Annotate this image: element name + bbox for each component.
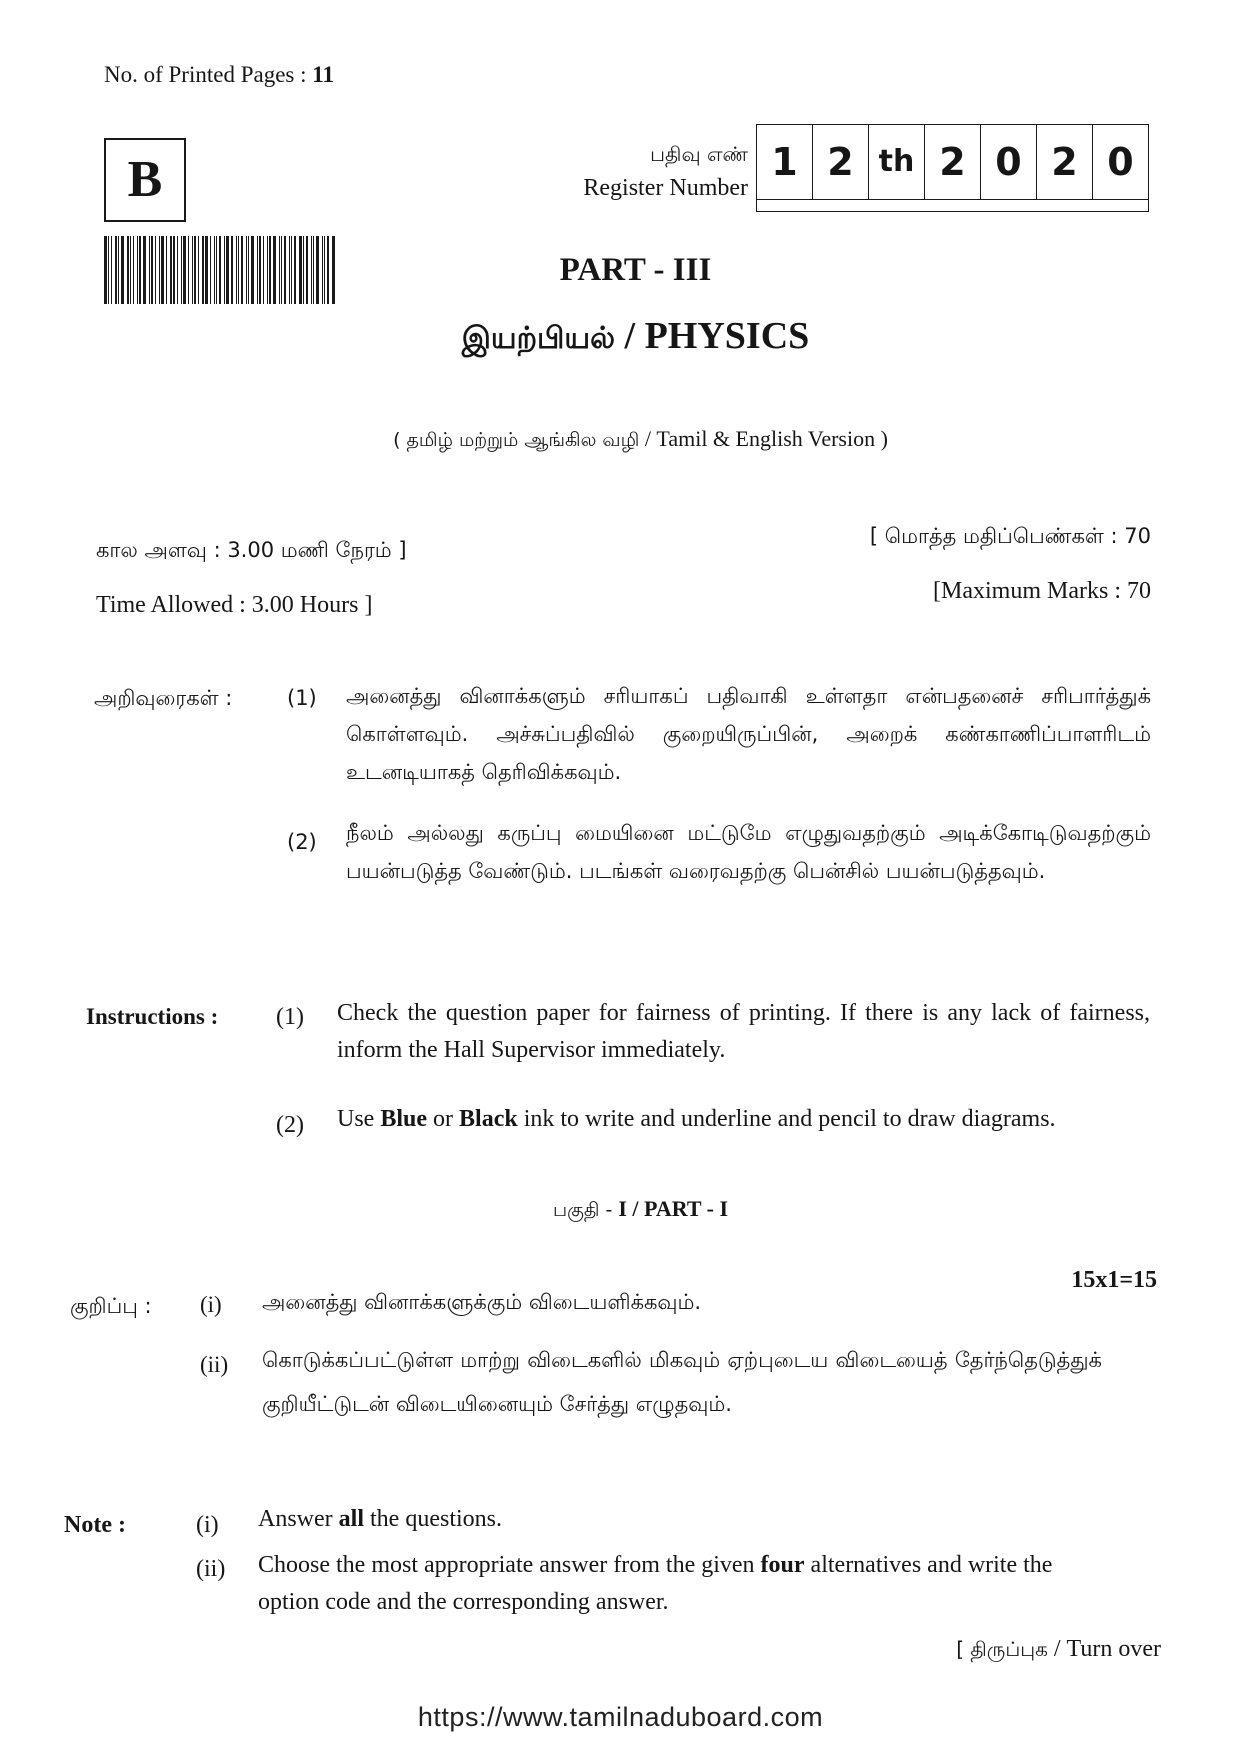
version-en: / Tamil & English Version ) xyxy=(639,426,888,451)
subject-title-en: PHYSICS xyxy=(644,315,810,357)
instruction-text-part: Use xyxy=(337,1106,381,1132)
instruction-ta-number: (2) xyxy=(287,830,317,854)
note-ta-label: குறிப்பு : xyxy=(70,1294,152,1318)
instruction-en-text: Check the question paper for fairness of printing. If there is any lack of fairness, inform the Hall Supervisor immediately. xyxy=(337,1000,1150,1063)
note-en-number: (ii) xyxy=(196,1556,226,1582)
register-number-label xyxy=(560,142,748,202)
note-text-part: the questions. xyxy=(364,1506,502,1532)
printed-pages-label: No. of Printed Pages : xyxy=(104,62,307,87)
turn-over-en: / Turn over xyxy=(1047,1636,1161,1662)
part-i-heading-en: I / PART - I xyxy=(618,1196,729,1221)
subject-separator: / xyxy=(615,315,645,357)
time-allowed-en: Time Allowed : 3.00 Hours ] xyxy=(96,592,373,618)
register-digit: 1 xyxy=(757,125,813,200)
note-en-number: (i) xyxy=(196,1512,219,1538)
instruction-ta-text: அனைத்து வினாக்களும் சரியாகப் பதிவாகி உள்ளதா என்பதனைச் சரிபார்த்துக் கொள்ளவும். அச்சுப்பதிவில் குறையிருப்பின், அறைக் கண்காணிப்பாளரிடம் உடனடியாகத் தெரிவிக்கவும். xyxy=(346,684,1151,784)
medium-version xyxy=(0,426,1241,454)
note-en-label: Note : xyxy=(64,1512,126,1538)
note-ta-text: கொடுக்கப்பட்டுள்ள மாற்று விடைகளில் மிகவும் ஏற்புடைய விடையைத் தேர்ந்தெடுத்துக் குறியீட்டுடன் விடையினையும் சேர்த்து எழுதவும். xyxy=(262,1348,1102,1416)
note-text-part: Answer xyxy=(258,1506,339,1532)
note-text-bold: four xyxy=(760,1552,805,1578)
printed-pages xyxy=(104,62,334,88)
instructions-en-label: Instructions : xyxy=(86,1004,219,1029)
footer-url[interactable]: https://www.tamilnaduboard.com xyxy=(417,1702,824,1732)
version-ta: ( தமிழ் மற்றும் ஆங்கில வழி xyxy=(393,429,640,451)
register-number-boxes xyxy=(756,124,1149,212)
maximum-marks-en: [Maximum Marks : 70 xyxy=(933,578,1151,604)
time-allowed-ta: கால அளவு : 3.00 மணி நேரம் ] xyxy=(96,538,407,562)
register-label-en: Register Number xyxy=(583,175,748,201)
instruction-en-text xyxy=(337,1106,1056,1133)
subject-title-ta: இயற்பியல் xyxy=(461,321,616,356)
part-i-heading-ta: பகுதி - xyxy=(552,1199,619,1221)
instruction-en-number: (2) xyxy=(276,1112,304,1138)
note-ta-number: (i) xyxy=(200,1292,222,1317)
part-i-heading xyxy=(0,1196,1241,1224)
register-digit: 0 xyxy=(981,125,1037,200)
printed-pages-value: 11 xyxy=(312,62,334,87)
note-text-bold: all xyxy=(338,1506,364,1532)
register-digit: 2 xyxy=(925,125,981,200)
note-en-text xyxy=(258,1506,502,1533)
register-digit: 2 xyxy=(1037,125,1093,200)
instruction-ta-number: (1) xyxy=(287,686,317,710)
turn-over-ta: [ திருப்புக xyxy=(956,1637,1048,1661)
subject-title xyxy=(0,314,1241,360)
turn-over xyxy=(956,1636,1161,1664)
register-digit: 0 xyxy=(1093,125,1148,200)
note-en-text xyxy=(258,1547,1106,1621)
maximum-marks-ta: [ மொத்த மதிப்பெண்கள் : 70 xyxy=(869,524,1151,548)
instruction-text-bold: Blue xyxy=(380,1106,428,1132)
instructions-ta-label: அறிவுரைகள் : xyxy=(94,686,233,710)
instruction-ta-text: நீலம் அல்லது கருப்பு மையினை மட்டுமே எழுதுவதற்கும் அடிக்கோடிடுவதற்கும் பயன்படுத்த வேண்டும். படங்கள் வரைவதற்கு பென்சில் பயன்படுத்தவும். xyxy=(346,821,1151,883)
booklet-code-box: B xyxy=(104,138,186,222)
instruction-text-part: ink to write and underline and pencil to draw diagrams. xyxy=(517,1106,1056,1132)
register-digit: th xyxy=(869,125,925,200)
register-label-ta: பதிவு எண் xyxy=(650,142,748,166)
instruction-text-bold: Black xyxy=(459,1106,518,1132)
note-ta-text: அனைத்து வினாக்களுக்கும் விடையளிக்கவும். xyxy=(262,1290,702,1314)
register-digit: 2 xyxy=(813,125,869,200)
instruction-en-number: (1) xyxy=(276,1004,304,1030)
part-heading: PART - III xyxy=(559,252,712,288)
note-ta-number: (ii) xyxy=(200,1352,229,1377)
note-text-part: Choose the most appropriate answer from the given xyxy=(258,1552,761,1578)
note-text-part: alternatives and write the option code and the corresponding answer. xyxy=(258,1552,1053,1615)
part-i-marks: 15x1=15 xyxy=(1071,1267,1157,1293)
instruction-text-part: or xyxy=(427,1106,460,1132)
